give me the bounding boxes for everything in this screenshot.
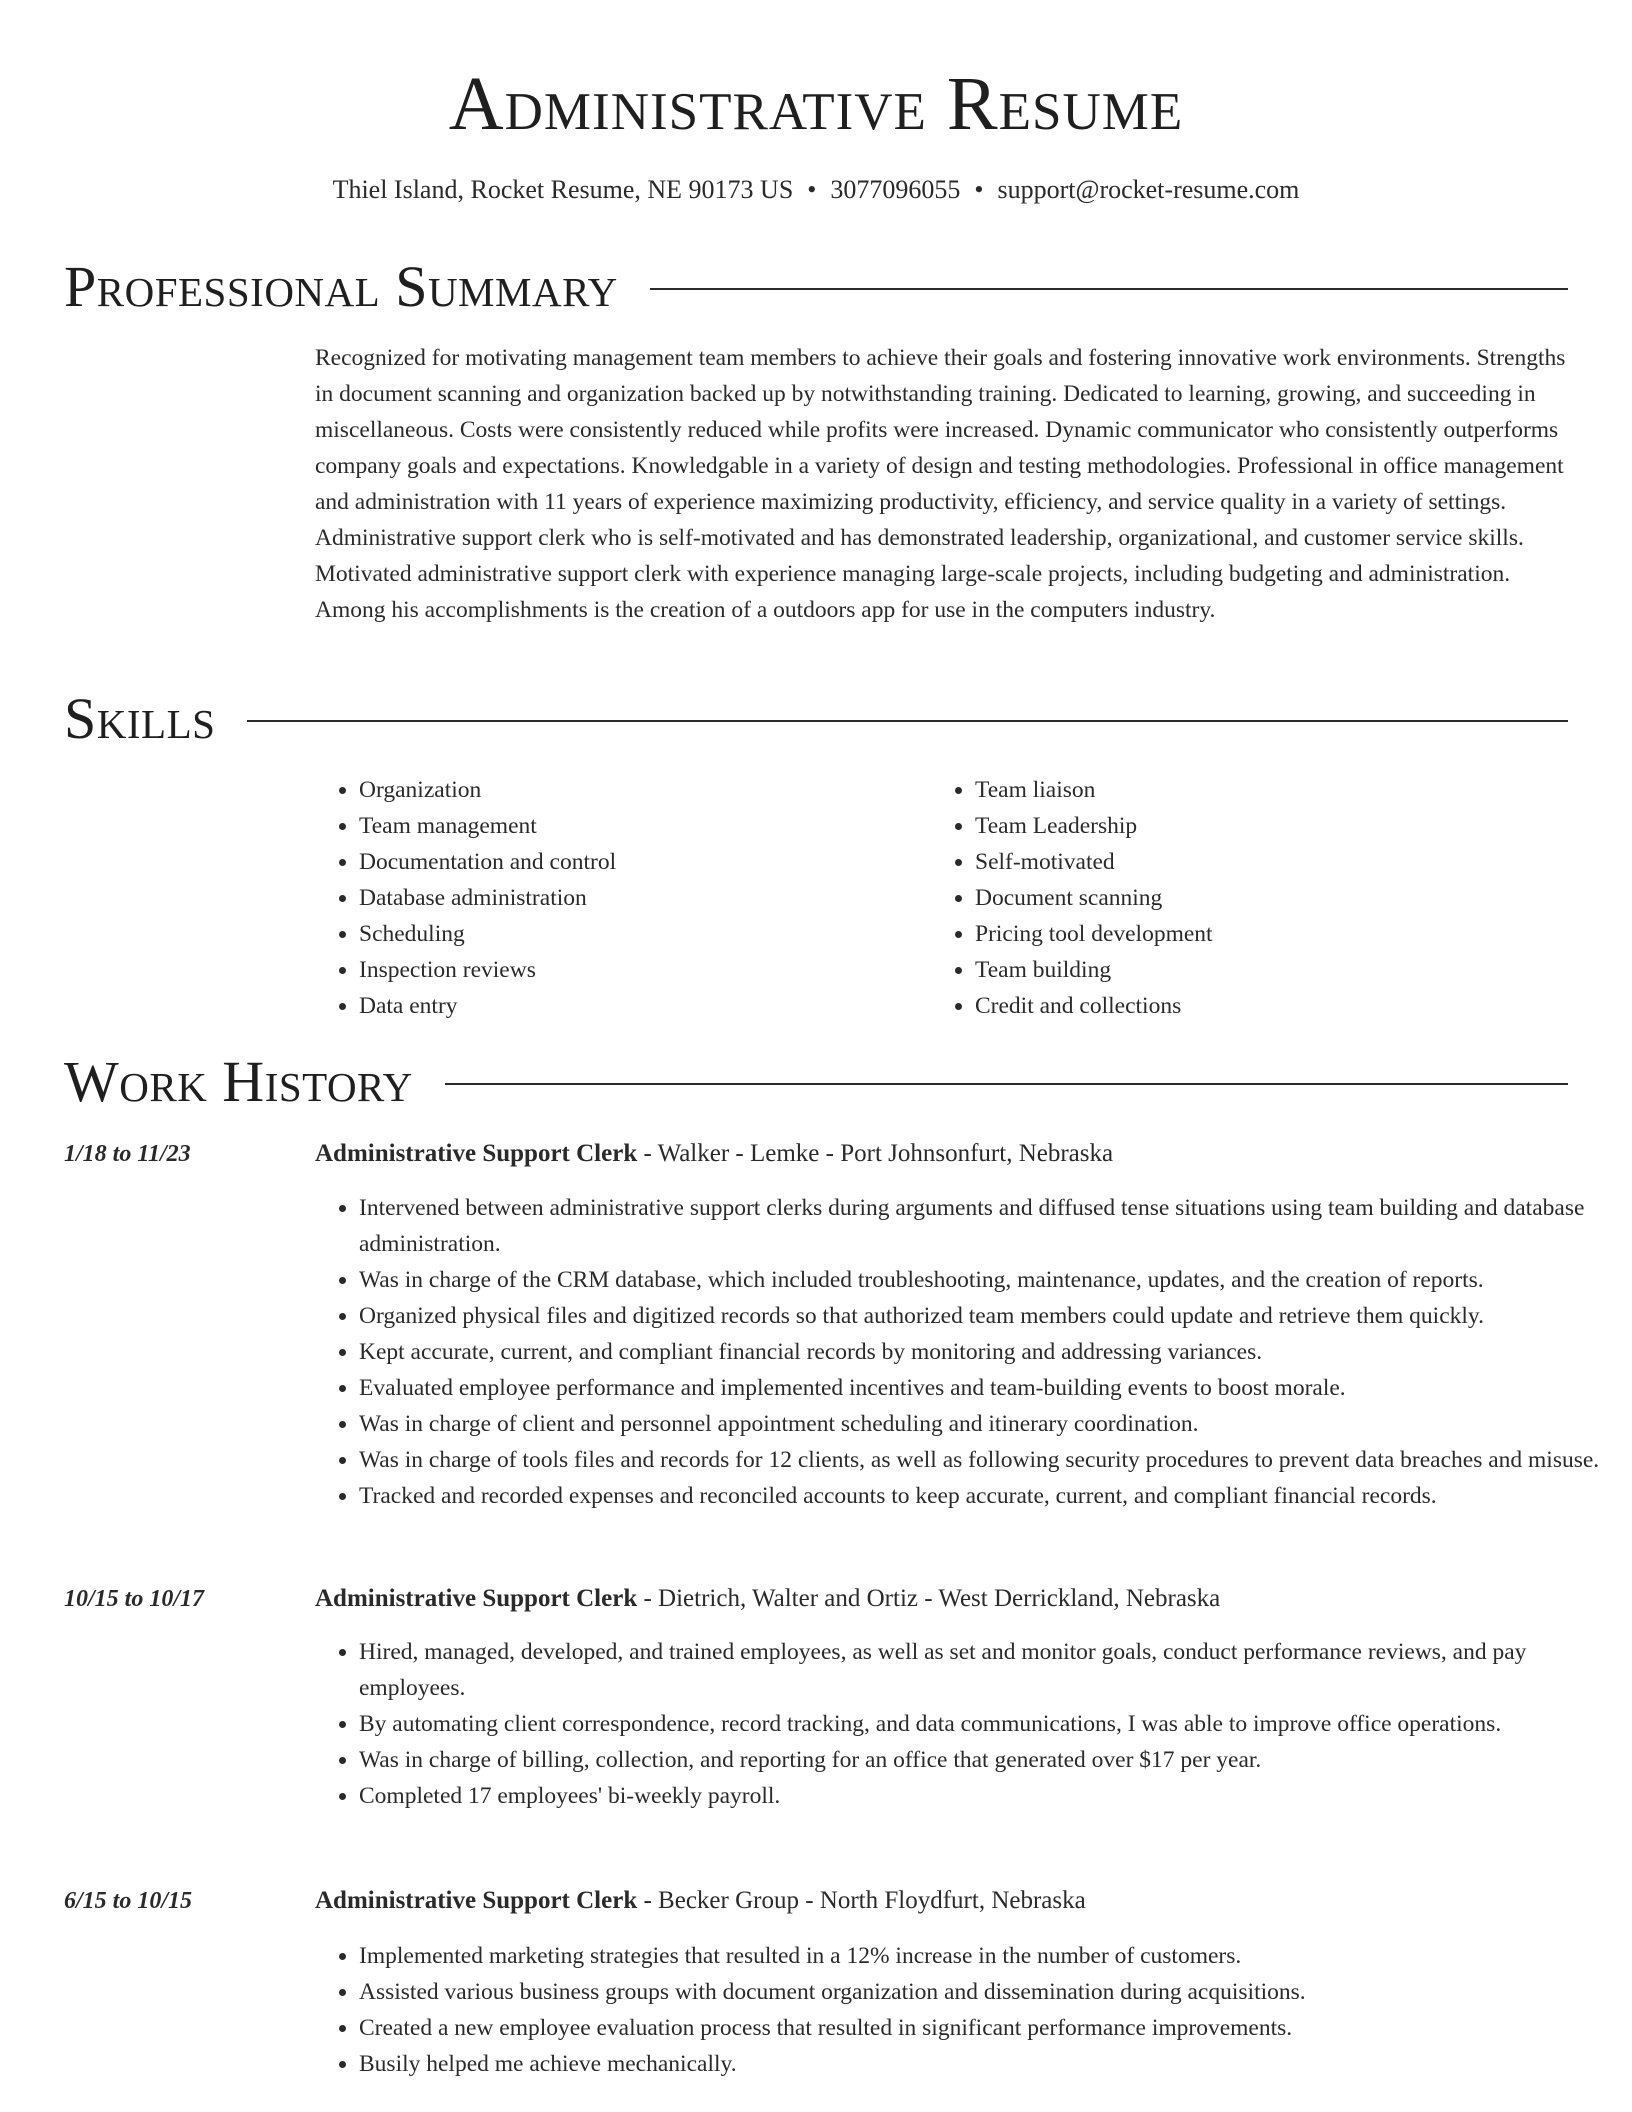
contact-email: support@rocket-resume.com bbox=[997, 175, 1300, 204]
contact-line bbox=[0, 172, 1632, 208]
job-bullets bbox=[315, 1634, 1614, 1814]
job-bullet: • Evaluated employee performance and implemented incentives and team-building events to boost morale. bbox=[359, 1370, 1614, 1406]
job-bullet: • Was in charge of billing, collection, and reporting for an office that generated over $17 per year. bbox=[359, 1742, 1614, 1778]
job-company-location: - Becker Group - North Floydfurt, Nebraska bbox=[637, 1887, 1086, 1914]
job-bullet: • Busily helped me achieve mechanically. bbox=[359, 2046, 1614, 2082]
skills-list-right bbox=[931, 772, 1575, 1024]
skill-item: • Team Leadership bbox=[975, 808, 1575, 844]
job-bullet: • Organized physical files and digitized records so that authorized team members could update and retrieve them quickly. bbox=[359, 1298, 1614, 1334]
contact-address: Thiel Island, Rocket Resume, NE 90173 US bbox=[332, 175, 794, 204]
work-heading: Work History bbox=[64, 1049, 413, 1114]
job-company-location: - Walker - Lemke - Port Johnsonfurt, Nebraska bbox=[637, 1140, 1114, 1167]
job-dates: 10/15 to 10/17 bbox=[64, 1586, 205, 1612]
skill-item: • Document scanning bbox=[975, 880, 1575, 916]
skill-item: • Documentation and control bbox=[359, 844, 919, 880]
job-bullet: • Hired, managed, developed, and trained employees, as well as set and monitor goals, conduct performance reviews, and pay employees. bbox=[359, 1634, 1614, 1706]
job-bullet: • Created a new employee evaluation process that resulted in significant performance improvements. bbox=[359, 2010, 1614, 2046]
skill-item: • Scheduling bbox=[359, 916, 919, 952]
job-bullet: • Kept accurate, current, and compliant financial records by monitoring and addressing variances. bbox=[359, 1334, 1614, 1370]
job-header bbox=[315, 1581, 1570, 1617]
job-bullets bbox=[315, 1938, 1614, 2082]
job-bullet: • Was in charge of tools files and records for 12 clients, as well as following security procedures to prevent data breaches and misuse. bbox=[359, 1442, 1614, 1478]
skill-item: • Team management bbox=[359, 808, 919, 844]
section-divider bbox=[247, 720, 1568, 722]
skill-item: • Database administration bbox=[359, 880, 919, 916]
job-header bbox=[315, 1883, 1570, 1919]
job-bullet: • Implemented marketing strategies that resulted in a 12% increase in the number of customers. bbox=[359, 1938, 1614, 1974]
section-divider bbox=[445, 1083, 1568, 1085]
resume-title: Administrative Resume bbox=[448, 62, 1184, 146]
summary-section-header bbox=[64, 252, 1568, 322]
skill-item: • Team liaison bbox=[975, 772, 1575, 808]
section-divider bbox=[650, 288, 1568, 290]
job-bullet: • By automating client correspondence, record tracking, and data communications, I was able to improve office operations. bbox=[359, 1706, 1614, 1742]
job-bullet: • Was in charge of the CRM database, which included troubleshooting, maintenance, updates, and the creation of reports. bbox=[359, 1262, 1614, 1298]
job-header bbox=[315, 1136, 1570, 1172]
job-company-location: - Dietrich, Walter and Ortiz - West Derrickland, Nebraska bbox=[637, 1585, 1221, 1612]
contact-separator: • bbox=[974, 175, 984, 204]
summary-heading: Professional Summary bbox=[64, 254, 618, 319]
skills-list-left bbox=[315, 772, 919, 1024]
skill-item: • Organization bbox=[359, 772, 919, 808]
job-bullet: • Completed 17 employees' bi-weekly payroll. bbox=[359, 1778, 1614, 1814]
skill-item: • Credit and collections bbox=[975, 988, 1575, 1024]
summary-text: Recognized for motivating management team members to achieve their goals and fostering innovative work environments. Strengths in document scanning and organization backed up by notwithstanding training. Dedicated to learning, growing, and succeeding in miscellaneous. Costs were consistently reduced while profits were increased. Dynamic communicator who consistently outperforms company goals and expectations. Knowledgable in a variety of design and testing methodologies. Professional in office management and administration with 11 years of experience maximizing productivity, efficiency, and service quality in a variety of settings. Administrative support clerk who is self-motivated and has demonstrated leadership, organizational, and customer service skills. Motivated administrative support clerk with experience managing large-scale projects, including budgeting and administration. Among his accomplishments is the creation of a outdoors app for use in the computers industry. bbox=[315, 345, 1566, 623]
job-title: Administrative Support Clerk bbox=[315, 1585, 638, 1612]
skills-heading: Skills bbox=[64, 686, 216, 751]
skill-item: • Data entry bbox=[359, 988, 919, 1024]
skill-item: • Pricing tool development bbox=[975, 916, 1575, 952]
skill-item: • Self-motivated bbox=[975, 844, 1575, 880]
job-dates: 1/18 to 11/23 bbox=[64, 1141, 191, 1167]
job-dates: 6/15 to 10/15 bbox=[64, 1888, 193, 1914]
job-bullet: • Was in charge of client and personnel appointment scheduling and itinerary coordination. bbox=[359, 1406, 1614, 1442]
job-bullet: • Intervened between administrative support clerks during arguments and diffused tense situations using team building and database administration. bbox=[359, 1190, 1614, 1262]
job-bullets bbox=[315, 1190, 1614, 1514]
job-title: Administrative Support Clerk bbox=[315, 1887, 638, 1914]
job-bullet: • Assisted various business groups with document organization and dissemination during acquisitions. bbox=[359, 1974, 1614, 2010]
contact-phone: 3077096055 bbox=[830, 175, 961, 204]
skill-item: • Team building bbox=[975, 952, 1575, 988]
work-section-header bbox=[64, 1047, 1568, 1117]
job-bullet: • Tracked and recorded expenses and reconciled accounts to keep accurate, current, and compliant financial records. bbox=[359, 1478, 1614, 1514]
contact-separator: • bbox=[807, 175, 817, 204]
skill-item: • Inspection reviews bbox=[359, 952, 919, 988]
job-title: Administrative Support Clerk bbox=[315, 1140, 638, 1167]
skills-section-header bbox=[64, 684, 1568, 754]
